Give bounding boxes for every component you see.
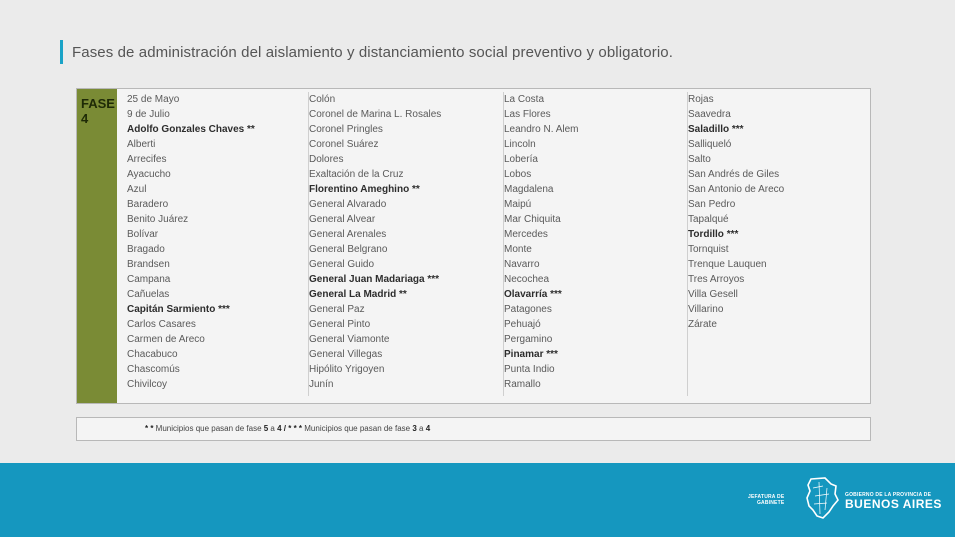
municipio-item: Las Flores: [504, 109, 551, 120]
gov-big-text: BUENOS AIRES: [845, 497, 942, 511]
municipio-item: Lobos: [504, 169, 532, 180]
municipios-column-3: [504, 92, 688, 396]
municipio-item: Benito Juárez: [127, 214, 189, 225]
municipio-item: General Guido: [309, 259, 375, 270]
municipio-item: Cañuelas: [127, 289, 170, 300]
municipio-item: 9 de Julio: [127, 109, 170, 120]
municipio-item: Villarino: [688, 304, 724, 315]
note-a-2: a: [416, 424, 426, 433]
municipio-item: Pinamar ***: [504, 349, 558, 360]
municipio-item: Coronel Pringles: [309, 124, 383, 135]
title-accent-bar: [60, 40, 63, 64]
municipio-item: Magdalena: [504, 184, 554, 195]
municipio-item: Pergamino: [504, 334, 553, 345]
slide-header: [60, 40, 673, 64]
municipio-item: Saavedra: [688, 109, 731, 120]
municipio-item: Rojas: [688, 94, 714, 105]
municipio-item: Mercedes: [504, 229, 548, 240]
municipio-item: Carmen de Areco: [127, 334, 205, 345]
municipio-item: Arrecifes: [127, 154, 167, 165]
municipio-item: General Belgrano: [309, 244, 388, 255]
municipio-item: General La Madrid **: [309, 289, 407, 300]
municipio-item: Adolfo Gonzales Chaves **: [127, 124, 255, 135]
jefatura-logo: [748, 494, 784, 506]
note-separator: /: [281, 424, 289, 433]
municipio-item: Baradero: [127, 199, 169, 210]
note-to-2: 4: [425, 424, 431, 433]
municipio-item: Ayacucho: [127, 169, 171, 180]
province-map-icon: [805, 476, 839, 520]
municipio-item: Necochea: [504, 274, 550, 285]
municipio-item: Navarro: [504, 259, 540, 270]
municipio-item: Lincoln: [504, 139, 536, 150]
municipio-item: Salto: [688, 154, 711, 165]
municipio-item: San Pedro: [688, 199, 736, 210]
municipio-item: Tres Arroyos: [688, 274, 745, 285]
municipio-item: Olavarría ***: [504, 289, 562, 300]
gobierno-logo: [845, 492, 942, 511]
municipio-item: Carlos Casares: [127, 319, 196, 330]
municipio-item: Punta Indio: [504, 364, 555, 375]
municipio-item: La Costa: [504, 94, 545, 105]
municipio-item: Dolores: [309, 154, 344, 165]
note-marker-triple: * * *: [288, 424, 303, 433]
municipio-item: Coronel de Marina L. Rosales: [309, 109, 442, 120]
municipio-item: Trenque Lauquen: [688, 259, 767, 270]
municipio-item: General Villegas: [309, 349, 383, 360]
municipio-item: General Arenales: [309, 229, 387, 240]
municipio-item: General Paz: [309, 304, 365, 315]
municipio-item: Villa Gesell: [688, 289, 738, 300]
note-marker-double: * *: [145, 424, 154, 433]
note-a-1: a: [268, 424, 278, 433]
municipio-item: Bragado: [127, 244, 165, 255]
municipio-item: San Andrés de Giles: [688, 169, 780, 180]
municipio-item: Capitán Sarmiento ***: [127, 304, 230, 315]
municipios-table: [76, 88, 871, 404]
note-text-1: Municipios que pasan de fase: [153, 424, 264, 433]
municipio-item: Lobería: [504, 154, 538, 165]
municipio-item: General Viamonte: [309, 334, 390, 345]
municipio-item: Patagones: [504, 304, 552, 315]
municipio-item: Tordillo ***: [688, 229, 739, 240]
gov-small-text: GOBIERNO DE LA PROVINCIA DE: [845, 492, 932, 498]
municipio-item: 25 de Mayo: [127, 94, 180, 105]
phase-label: FASE 4: [77, 89, 117, 403]
municipio-item: Colón: [309, 94, 336, 105]
municipio-item: Coronel Suárez: [309, 139, 379, 150]
municipio-item: General Juan Madariaga ***: [309, 274, 440, 285]
note-to-1: 4: [277, 424, 282, 433]
municipio-item: General Alvear: [309, 214, 376, 225]
municipio-item: Chivilcoy: [127, 379, 168, 390]
municipio-item: Tapalqué: [688, 214, 729, 225]
jefatura-line-2: GABINETE: [756, 500, 785, 506]
footnote: [76, 417, 871, 441]
municipio-item: Azul: [127, 184, 147, 195]
municipio-item: San Antonio de Areco: [688, 184, 785, 195]
municipio-item: Salliqueló: [688, 139, 732, 150]
municipio-item: Leandro N. Alem: [504, 124, 579, 135]
municipio-item: Monte: [504, 244, 532, 255]
municipio-item: Hipólito Yrigoyen: [309, 364, 385, 375]
municipio-item: Chacabuco: [127, 349, 178, 360]
municipio-item: Saladillo ***: [688, 124, 744, 135]
municipio-item: General Pinto: [309, 319, 371, 330]
note-from-1: 5: [263, 424, 269, 433]
note-text-2: Municipios que pasan de fase: [302, 424, 413, 433]
jefatura-line-1: JEFATURA DE: [748, 494, 785, 500]
municipio-item: Ramallo: [504, 379, 541, 390]
municipio-item: General Alvarado: [309, 199, 387, 210]
municipios-columns: [117, 89, 870, 403]
municipio-item: Campana: [127, 274, 171, 285]
municipio-item: Brandsen: [127, 259, 170, 270]
municipio-item: Chascomús: [127, 364, 180, 375]
note-from-2: 3: [412, 424, 417, 433]
municipio-item: Alberti: [127, 139, 156, 150]
municipio-item: Florentino Ameghino **: [309, 184, 420, 195]
municipio-item: Mar Chiquita: [504, 214, 561, 225]
municipios-column-4: [688, 92, 870, 396]
municipio-item: Zárate: [688, 319, 717, 330]
municipio-item: Junín: [309, 379, 334, 390]
municipio-item: Bolívar: [127, 229, 159, 240]
municipios-column-1: [127, 92, 309, 396]
municipios-column-2: [309, 92, 504, 396]
municipio-item: Maipú: [504, 199, 532, 210]
municipio-item: Pehuajó: [504, 319, 541, 330]
page-title: Fases de administración del aislamiento y distanciamiento social preventivo y obligatorio.: [72, 43, 673, 61]
municipio-item: Exaltación de la Cruz: [309, 169, 404, 180]
municipio-item: Tornquist: [688, 244, 729, 255]
